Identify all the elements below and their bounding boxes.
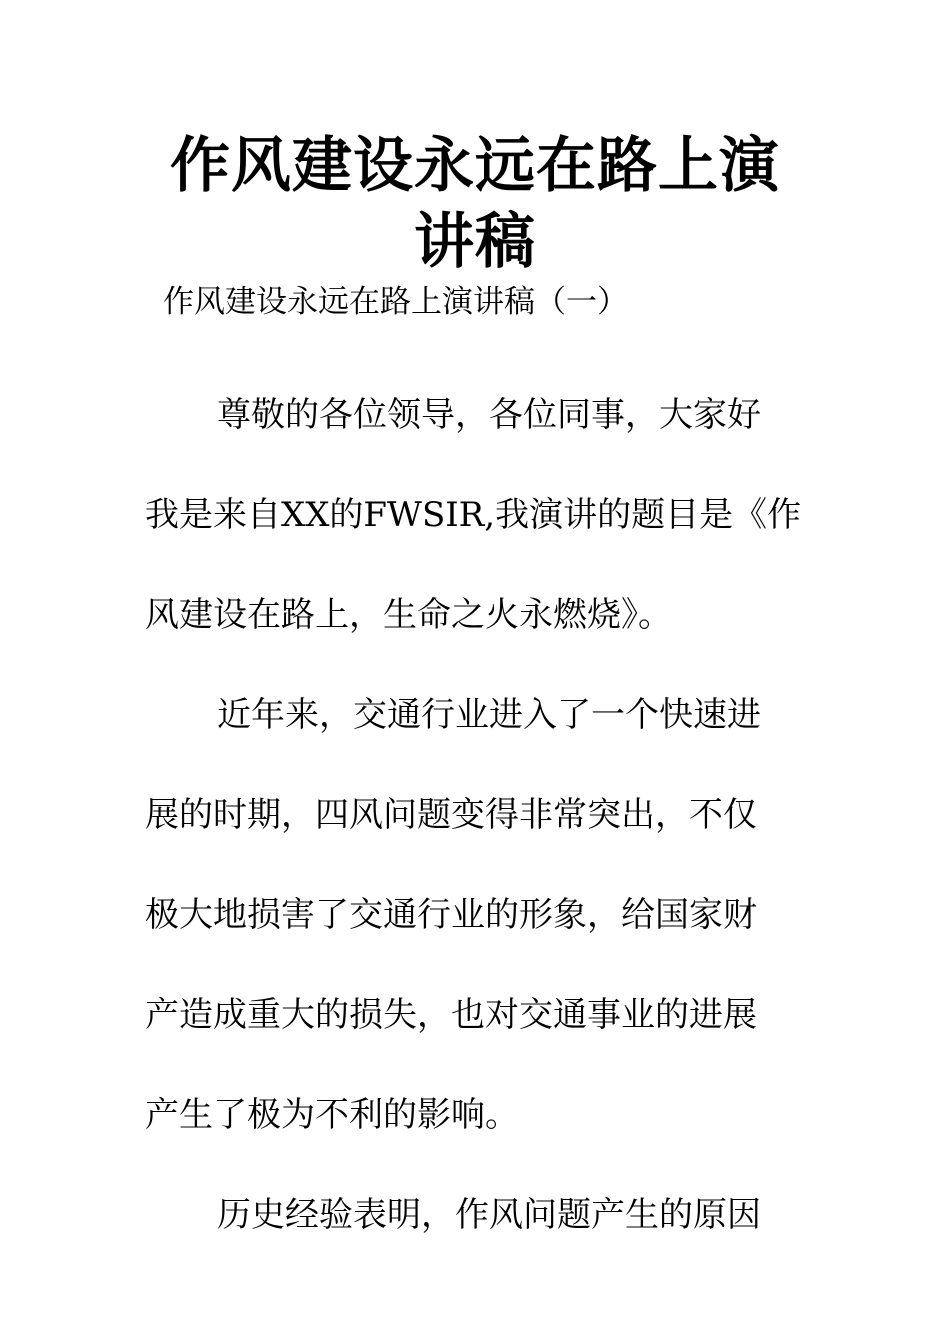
paragraph — [145, 1165, 805, 1265]
paragraph — [145, 365, 805, 665]
document-body — [145, 365, 805, 1265]
document-subtitle: 作风建设永远在路上演讲稿（一） — [163, 284, 628, 320]
paragraph-line: 历史经验表明，作风问题产生的原因 — [217, 1195, 761, 1235]
paragraph-line: 极大地损害了交通行业的形象，给国家财 — [145, 895, 757, 935]
document-title: 作风建设永远在路上演讲稿 — [170, 131, 780, 277]
paragraph-line: 产造成重大的损失，也对交通事业的进展 — [145, 995, 757, 1035]
paragraph-line: 尊敬的各位领导，各位同事，大家好 — [217, 395, 761, 435]
paragraph-line: 展的时期，四风问题变得非常突出，不仅 — [145, 795, 757, 835]
paragraph-line: 近年来，交通行业进入了一个快速进 — [217, 695, 761, 735]
paragraph-line: 产生了极为不利的影响。 — [145, 1095, 519, 1135]
paragraph — [145, 665, 805, 1165]
paragraph-line: 风建设在路上，生命之火永燃烧》。 — [145, 595, 672, 635]
paragraph-line: 我是来自XX的FWSIR,我演讲的题目是《作 — [145, 495, 802, 535]
